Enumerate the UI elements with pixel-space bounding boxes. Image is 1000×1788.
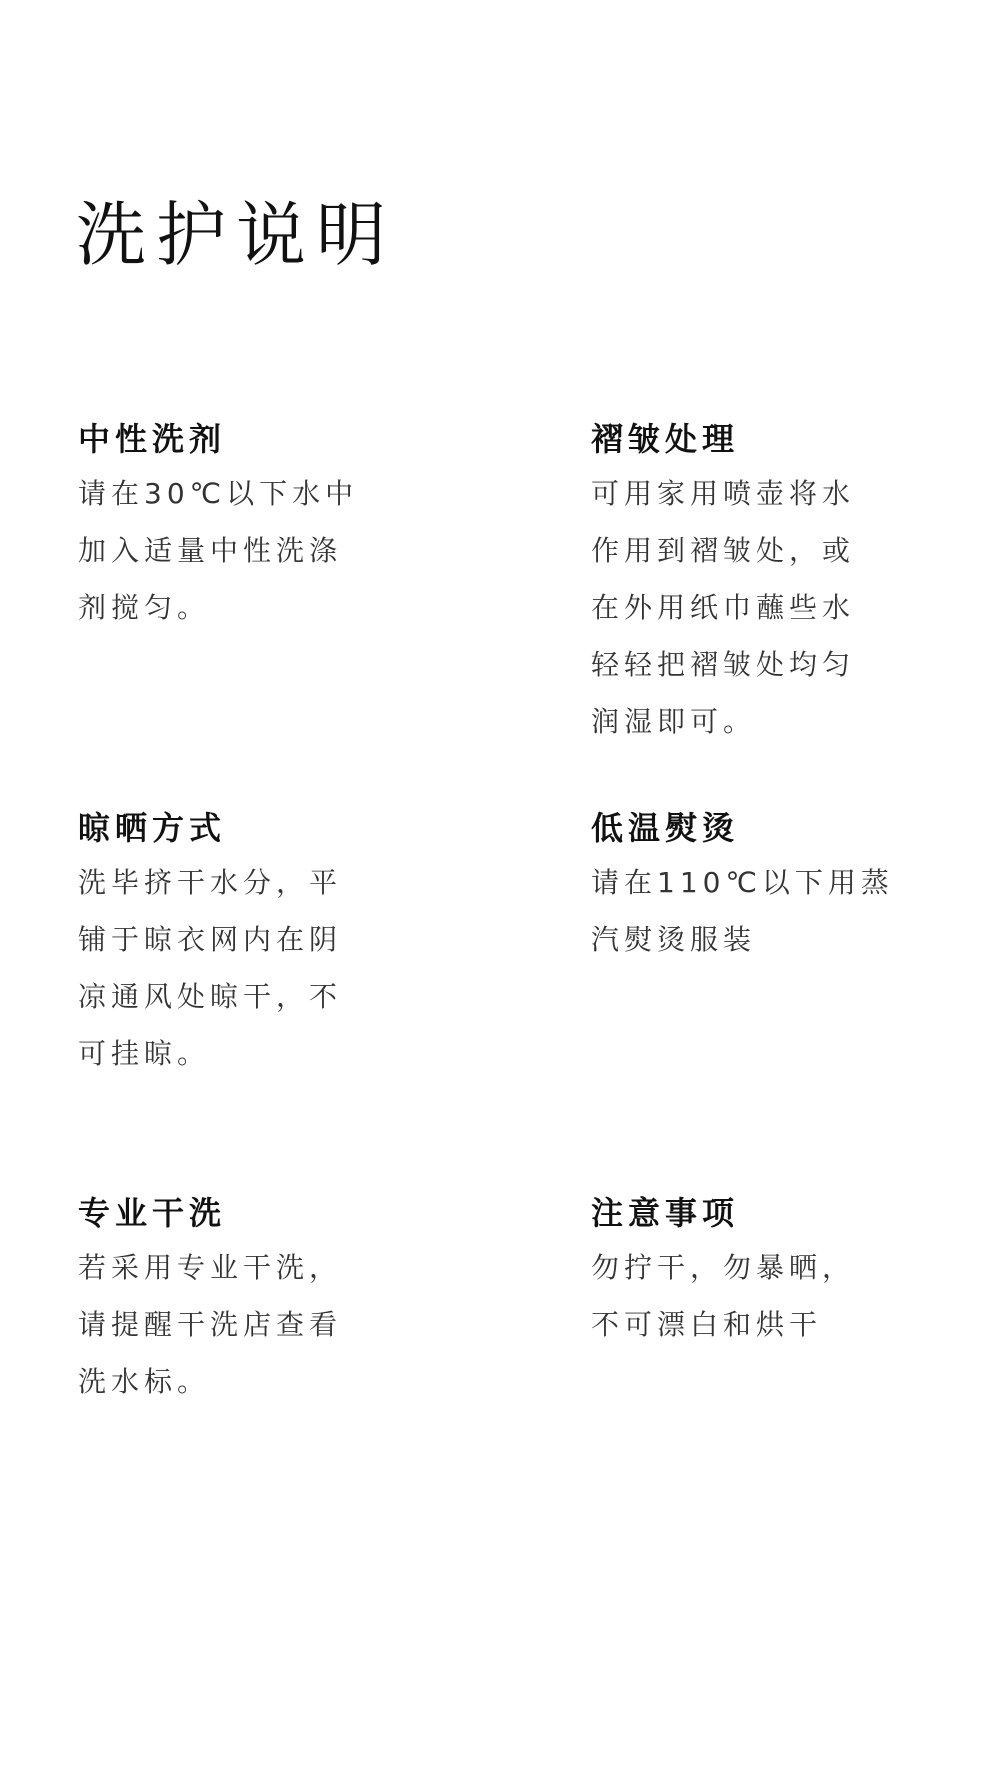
card-text-line: 在外用纸巾蘸些水 (591, 591, 856, 624)
card-text-line: 剂搅匀。 (78, 591, 211, 624)
card-text-line: 铺于晾衣网内在阴 (78, 923, 343, 956)
card-text-line: 汽熨烫服装 (591, 923, 757, 956)
card-text-line: 洗毕挤干水分，平 (78, 866, 343, 899)
card-text-line: 作用到褶皱处，或 (591, 534, 856, 567)
card-text-line: 请在30℃以下水中 (78, 477, 359, 510)
card-text-line: 可挂晾。 (78, 1037, 211, 1070)
care-instructions-grid (78, 413, 958, 1413)
card-title: 晾晒方式 (78, 809, 227, 847)
care-card-professional-dry-clean (78, 1187, 478, 1410)
card-text-line: 勿拧干，勿暴晒， (591, 1251, 856, 1284)
card-title: 注意事项 (591, 1194, 740, 1232)
care-card-low-temp-ironing (591, 802, 991, 968)
card-text-line: 请在110℃以下用蒸 (591, 866, 894, 899)
card-text-line: 若采用专业干洗， (78, 1251, 343, 1284)
card-text-line: 可用家用喷壶将水 (591, 477, 856, 510)
card-text-line: 加入适量中性洗涤 (78, 534, 343, 567)
card-title: 专业干洗 (78, 1194, 227, 1232)
page-title: 洗护说明 (76, 193, 396, 276)
card-title: 低温熨烫 (591, 809, 740, 847)
care-card-precautions (591, 1187, 991, 1353)
care-card-neutral-detergent (78, 413, 478, 636)
card-text-line: 润湿即可。 (591, 705, 757, 738)
card-text-line: 洗水标。 (78, 1365, 211, 1398)
card-text-line: 请提醒干洗店查看 (78, 1308, 343, 1341)
card-text-line: 不可漂白和烘干 (591, 1308, 823, 1341)
care-card-drying-method (78, 802, 478, 1082)
card-text-line: 凉通风处晾干，不 (78, 980, 343, 1013)
card-title: 褶皱处理 (591, 420, 740, 458)
card-title: 中性洗剂 (78, 420, 227, 458)
card-text-line: 轻轻把褶皱处均匀 (591, 648, 856, 681)
care-card-wrinkle-treatment (591, 413, 991, 750)
